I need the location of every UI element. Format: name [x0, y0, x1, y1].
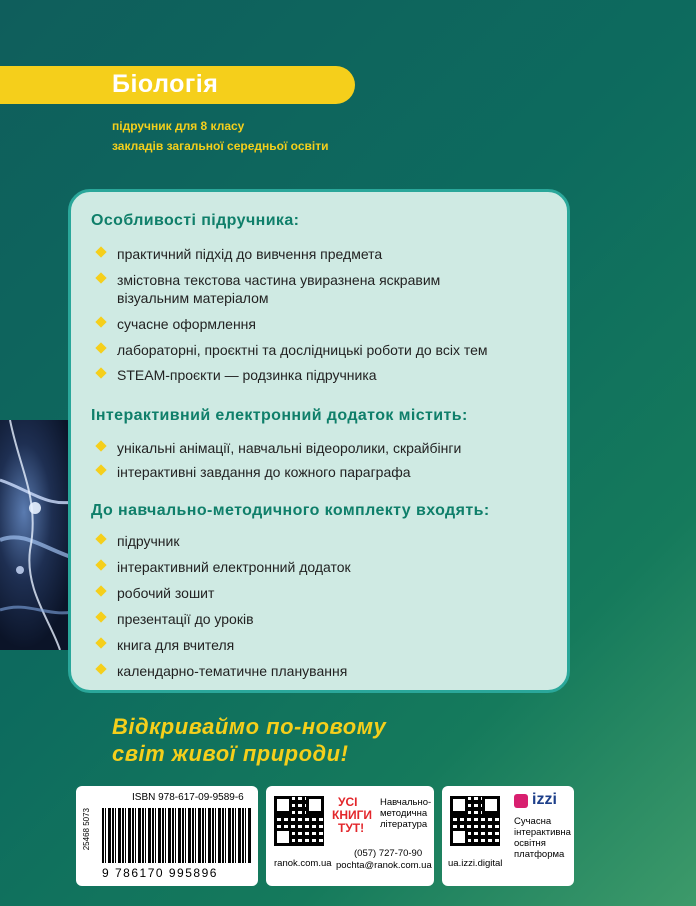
- list-item: календарно-тематичне планування: [97, 662, 517, 680]
- list-item: практичний підхід до вивчення предмета: [97, 245, 517, 263]
- list-item: підручник: [97, 532, 517, 550]
- izzi-box: [442, 786, 574, 886]
- slogan: [112, 713, 386, 767]
- list-item: інтерактивний електронний додаток: [97, 558, 517, 576]
- publisher-name-1: Навчально-: [380, 797, 432, 808]
- list-item: STEAM-проєкти — родзинка підручника: [97, 366, 517, 384]
- list-item: робочий зошит: [97, 584, 517, 602]
- bullet-icon: [95, 559, 106, 570]
- izzi-desc-2: інтерактивна: [514, 827, 571, 838]
- publisher-email: pochta@ranok.com.ua: [336, 860, 432, 871]
- izzi-desc-4: платформа: [514, 849, 565, 860]
- list-item: лабораторні, проєктні та дослідницькі роботи до всіх тем: [97, 341, 517, 359]
- izzi-site: ua.izzi.digital: [448, 858, 503, 869]
- izzi-desc-3: освітня: [514, 838, 546, 849]
- bullet-icon: [95, 464, 106, 475]
- bullet-icon: [95, 585, 106, 596]
- publisher-site: ranok.com.ua: [274, 858, 332, 869]
- izzi-logo-icon: [514, 794, 528, 808]
- title-banner: [0, 66, 355, 104]
- isbn-box: [76, 786, 258, 886]
- bullet-icon: [95, 440, 106, 451]
- isbn-text: ISBN 978-617-09-9589-6: [132, 792, 244, 803]
- section-title-kit: До навчально-методичного комплекту входять:: [91, 502, 490, 519]
- badge-line-2: КНИГИ: [332, 808, 373, 822]
- list-item: книга для вчителя: [97, 636, 517, 654]
- publisher-name-2: методична: [380, 808, 428, 819]
- section-title-features: Особливості підручника:: [91, 212, 300, 229]
- bullet-icon: [95, 533, 106, 544]
- bullet-icon: [95, 611, 106, 622]
- publisher-box: [266, 786, 434, 886]
- bullet-icon: [95, 342, 106, 353]
- book-subtitle: [112, 116, 328, 156]
- bullet-icon: [95, 367, 106, 378]
- slogan-line-2: світ живої природи!: [112, 741, 349, 766]
- izzi-logo-text: izzi: [532, 791, 557, 808]
- barcode-side-number: 25468 5073: [82, 808, 91, 851]
- features-panel: [68, 189, 570, 693]
- bullet-icon: [95, 637, 106, 648]
- izzi-desc-1: Сучасна: [514, 816, 552, 827]
- badge-line-1: УСІ: [338, 795, 358, 809]
- list-item: сучасне оформлення: [97, 315, 517, 333]
- bullet-icon: [95, 246, 106, 257]
- subtitle-line-1: підручник для 8 класу: [112, 119, 245, 133]
- barcode: [102, 808, 252, 863]
- barcode-number: 9 786170 995896: [102, 866, 218, 880]
- qr-code-icon: [450, 796, 500, 846]
- list-item: змістовна текстова частина увиразнена яскравим візуальним матеріалом: [97, 271, 477, 307]
- section-title-interactive: Інтерактивний електронний додаток містить:: [91, 407, 468, 424]
- list-item: унікальні анімації, навчальні відеоролики, скрайбінги: [97, 439, 517, 457]
- book-title: Біологія: [112, 70, 219, 98]
- bullet-icon: [95, 663, 106, 674]
- bullet-icon: [95, 272, 106, 283]
- slogan-line-1: Відкриваймо по-новому: [112, 714, 387, 739]
- badge-line-3: ТУТ!: [338, 821, 365, 835]
- list-item: презентації до уроків: [97, 610, 517, 628]
- bullet-icon: [95, 316, 106, 327]
- publisher-phone: (057) 727-70-90: [354, 848, 423, 859]
- list-item: інтерактивні завдання до кожного параграфа: [97, 463, 517, 481]
- publisher-name-3: література: [380, 819, 428, 830]
- qr-code-icon: [274, 796, 324, 846]
- subtitle-line-2: закладів загальної середньої освіти: [112, 139, 329, 153]
